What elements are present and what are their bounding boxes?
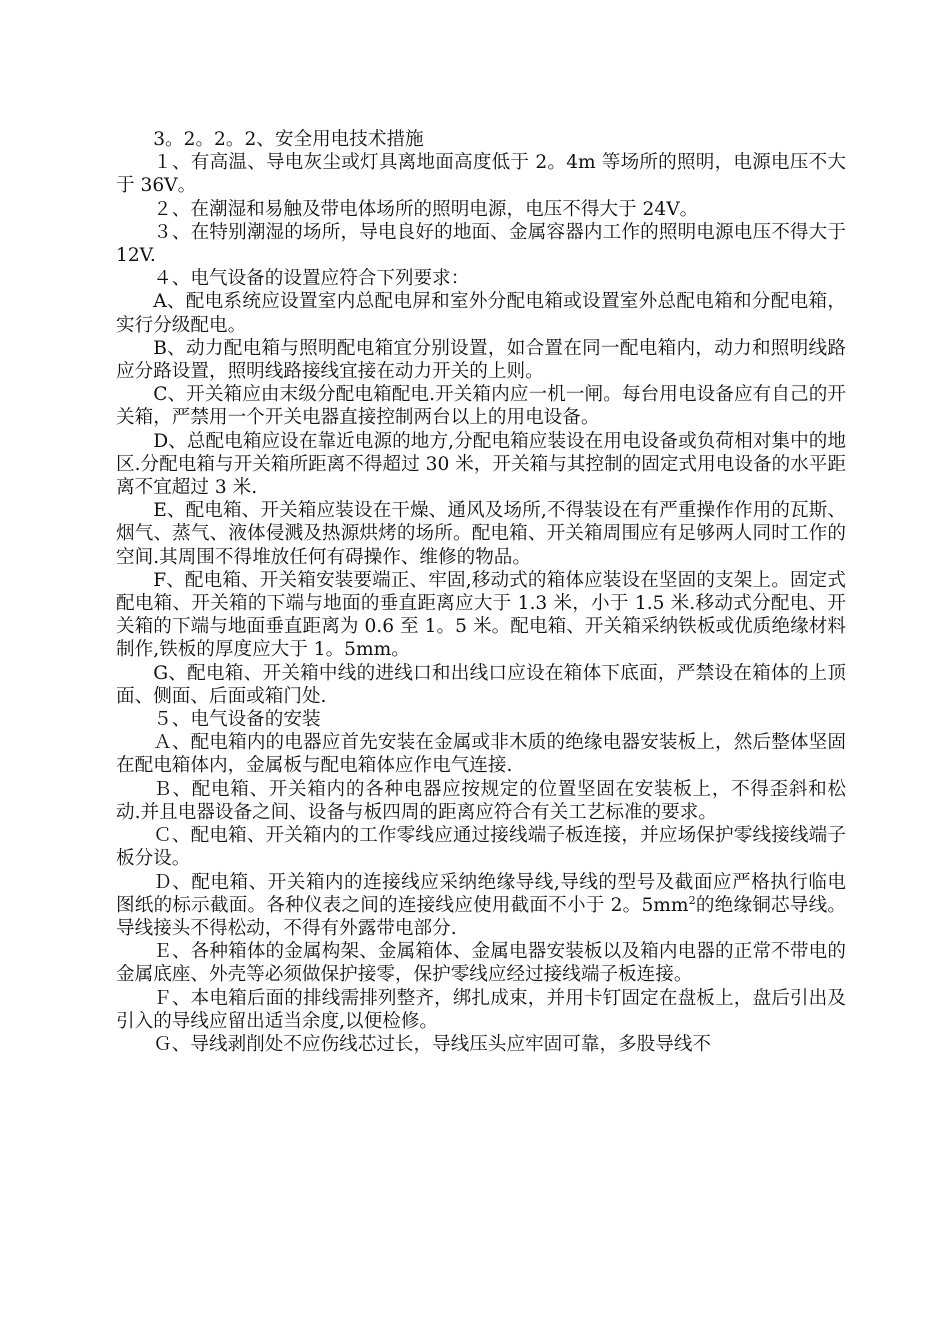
paragraph-4e: E、配电箱、开关箱应装设在干燥、通风及场所,不得装设在有严重操作作用的瓦斯、烟气、蒸气、液体侵溅及热源烘烤的场所。配电箱、开关箱周围应有足够两人同时工作的空间.其周围不得堆放任何有碍操作、维修的物品。 (116, 500, 846, 568)
paragraph-5d-text-1: Ｄ、配电箱、开关箱内的连接线应采纳绝缘导线,导线的型号及截面应严格执行临电图纸的标示截面。各种仪表之间的连接线应使用截面不小于 2。5mm (116, 871, 846, 916)
paragraph-5c: Ｃ、配电箱、开关箱内的工作零线应通过接线端子板连接，并应场保护零线接线端子板分设。 (116, 825, 846, 870)
paragraph-2: ２、在潮湿和易触及带电体场所的照明电源，电压不得大于 24V。 (153, 198, 699, 220)
paragraph-4b: B、动力配电箱与照明配电箱宜分别设置，如合置在同一配电箱内，动力和照明线路应分路设置，照明线路接线宜接在动力开关的上则。 (116, 337, 846, 383)
paragraph-5a: Ａ、配电箱内的电器应首先安装在金属或非木质的绝缘电器安装板上，然后整体坚固在配电箱体内，金属板与配电箱体应作电气连接. (116, 732, 846, 777)
paragraph-5d-superscript: 2 (688, 893, 696, 907)
paragraph-4g: G、配电箱、开关箱中线的进线口和出线口应设在箱体下底面，严禁设在箱体的上顶面、侧面、后面或箱门处. (116, 662, 846, 707)
paragraph-5d (116, 871, 846, 941)
paragraph-5b: Ｂ、配电箱、开关箱内的各种电器应按规定的位置坚固在安装板上，不得歪斜和松动.并且电器设备之间、设备与板四周的距离应符合有关工艺标准的要求。 (116, 778, 846, 823)
paragraph-5g: Ｇ、导线剥削处不应伤线芯过长，导线压头应牢固可靠，多股导线不 (153, 1033, 712, 1055)
paragraph-1: １、有高温、导电灰尘或灯具离地面高度低于 2。4m 等场所的照明，电源电压不大于 36V。 (116, 152, 846, 197)
paragraph-5d-text-2: 的绝缘铜芯导线。导线接头不得松动，不得有外露带电部分. (116, 894, 846, 939)
paragraph-3: ３、在特别潮湿的场所，导电良好的地面、金属容器内工作的照明电源电压不得大于 12V. (116, 221, 846, 267)
document-page (116, 128, 846, 1056)
paragraph-4c: C、开关箱应由末级分配电箱配电.开关箱内应一机一闸。每台用电设备应有自己的开关箱，严禁用一个开关电器直接控制两台以上的用电设备。 (116, 384, 846, 429)
paragraph-4d: D、总配电箱应设在靠近电源的地方,分配电箱应装设在用电设备或负荷相对集中的地区.分配电箱与开关箱所距离不得超过 30 米，开关箱与其控制的固定式用电设备的水平距离不宜超过 3 米. (116, 430, 846, 499)
paragraph-5e: Ｅ、各种箱体的金属构架、金属箱体、金属电器安装板以及箱内电器的正常不带电的金属底座、外壳等必须做保护接零，保护零线应经过接线端子板连接。 (116, 941, 846, 986)
paragraph-5: ５、电气设备的安装 (153, 709, 321, 731)
paragraph-5f: Ｆ、本电箱后面的排线需排列整齐，绑扎成束，并用卡钉固定在盘板上，盘后引出及引入的导线应留出适当余度,以便检修。 (116, 987, 846, 1032)
paragraph-4: ４、电气设备的设置应符合下列要求： (153, 268, 470, 290)
paragraph-4a: A、配电系统应设置室内总配电屏和室外分配电箱或设置室外总配电箱和分配电箱，实行分级配电。 (116, 291, 846, 336)
section-heading: 3。2。2。2、安全用电技术措施 (153, 129, 424, 150)
paragraph-4f: F、配电箱、开关箱安装要端正、牢固,移动式的箱体应装设在坚固的支架上。固定式配电箱、开关箱的下端与地面的垂直距离应大于 1.3 米，小于 1.5 米.移动式分配电、开关箱的下端与地面垂直距离为 0.6 至 1。5 米。配电箱、开关箱采纳铁板或优质绝缘材料制作,铁板的厚度应大于 1。5mm。 (116, 569, 846, 661)
